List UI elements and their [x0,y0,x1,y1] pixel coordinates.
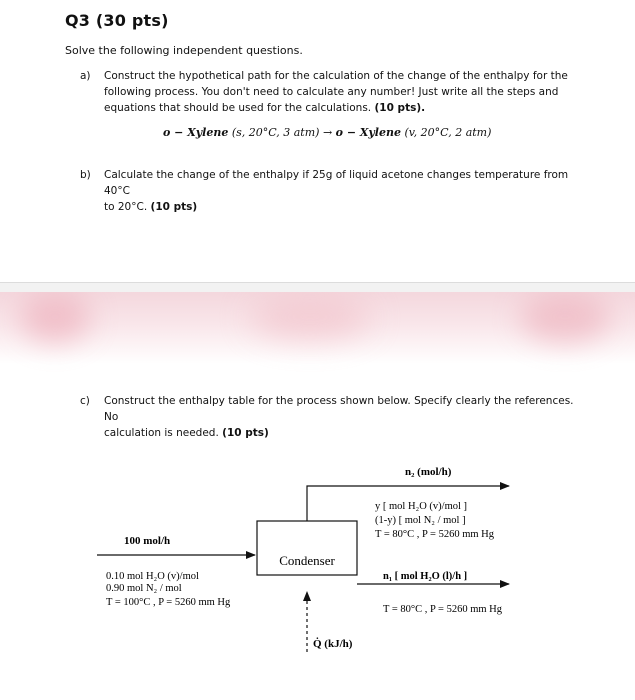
question-title: Q3 (30 pts) [65,11,169,30]
part-b-line1: Calculate the change of the enthalpy if 25g of liquid acetone changes temperature from 40°C [104,169,569,197]
condenser-label: Condenser [279,553,335,568]
part-b-line2: to 20°C. [104,201,148,213]
feed-flow: 100 mol/h [124,535,171,547]
eq-rhs-state: (v, 20°C, 2 atm) [404,126,492,139]
part-b-line2-wrap [104,199,584,215]
vapor-comp-n2: (1-y) [ mol N₂ / mol ] [375,515,466,526]
liquid-conditions: T = 80°C , P = 5260 mm Hg [383,604,503,615]
eq-lhs-species: o − Xylene [163,126,229,139]
part-c-points: (10 pts) [222,427,269,439]
part-a-line3-wrap [104,100,574,116]
part-a-line1: Construct the hypothetical path for the calculation of the change of the enthalpy for the [104,70,568,82]
part-b [80,167,584,215]
question-card-top [0,0,635,283]
part-a-label: a) [80,70,91,82]
part-c-line1: Construct the enthalpy table for the process shown below. Specify clearly the references. No [104,395,574,423]
part-a-line2: following process. You don't need to calculate any number! Just write all the steps and [104,86,559,98]
eq-arrow: → [322,126,333,139]
vapor-comp-h2o: y [ mol H₂O (v)/mol ] [375,501,468,512]
part-b-label: b) [80,169,91,181]
feed-conditions: T = 100°C , P = 5260 mm Hg [106,597,231,608]
feed-comp-n2: 0.90 mol N₂ / mol [106,583,182,594]
instructions: Solve the following independent questions. [65,44,303,57]
part-a-points: (10 pts). [374,102,426,114]
eq-lhs-state: (s, 20°C, 3 atm) [231,126,320,139]
process-equation [163,126,491,139]
feed-comp-h2o: 0.10 mol H₂O (v)/mol [106,571,199,582]
part-c-line2: calculation is needed. [104,427,219,439]
part-a-line3: equations that should be used for the calculations. [104,102,372,114]
question-card-bottom [0,292,635,700]
vapor-flow: n₂ (mol/h) [405,466,452,478]
eq-rhs-species: o − Xylene [335,126,401,139]
vapor-conditions: T = 80°C , P = 5260 mm Hg [375,529,495,540]
heat-arrowhead [303,591,311,601]
heat-label: Q̇ (kJ/h) [313,638,353,650]
part-c-label: c) [80,395,90,407]
process-flow-diagram [0,292,635,700]
part-a [80,68,574,116]
part-b-points: (10 pts) [150,201,198,213]
liquid-flow: n₁ [ mol H₂O (l)/h ] [383,571,468,582]
